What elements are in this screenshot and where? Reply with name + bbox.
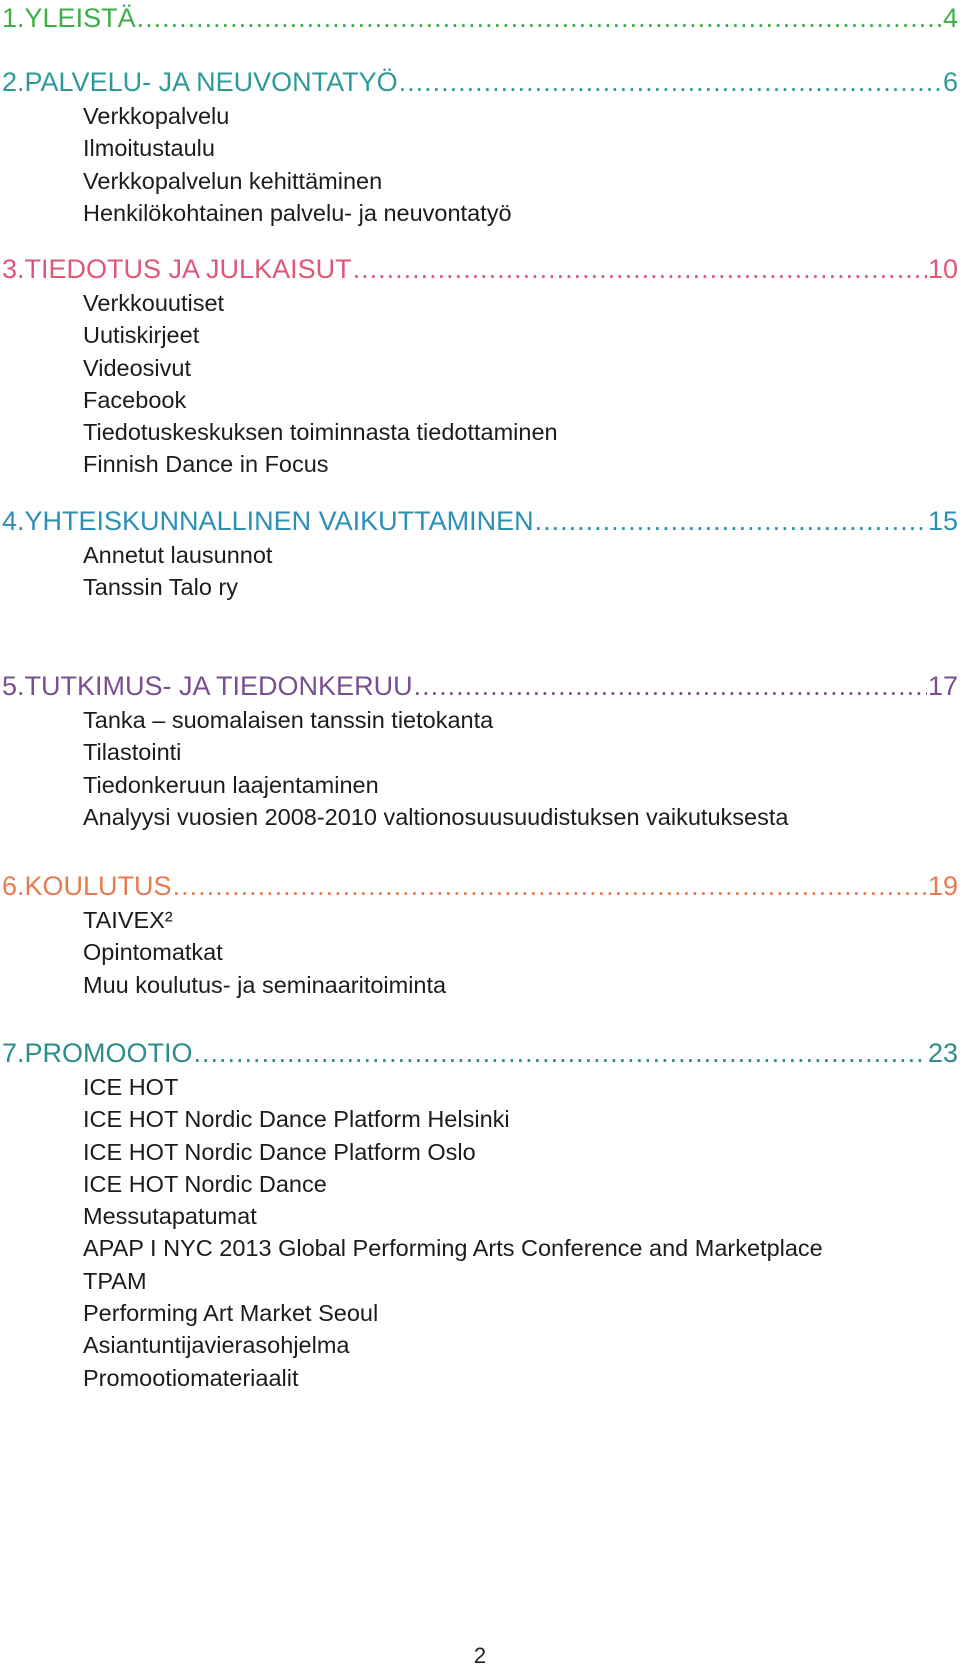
toc-heading[interactable] <box>0 251 960 287</box>
list-item: TPAM <box>83 1267 147 1294</box>
section-page-number: 17 <box>927 671 958 701</box>
list-item: Ilmoitustaulu <box>83 135 215 162</box>
section-page-number: 4 <box>942 3 958 33</box>
section-number: 5. <box>2 671 25 701</box>
toc-section-7 <box>0 1035 960 1394</box>
section-page-number: 6 <box>942 67 958 97</box>
page-number: 2 <box>473 1643 487 1668</box>
section-page-number: 19 <box>927 871 958 901</box>
list-item: Videosivut <box>83 354 191 381</box>
list-item: Opintomatkat <box>83 939 223 966</box>
toc-section-3 <box>0 251 960 481</box>
toc-heading[interactable] <box>0 868 960 904</box>
toc-heading[interactable] <box>0 668 960 704</box>
list-item: Henkilökohtainen palvelu- ja neuvontatyö <box>83 199 512 226</box>
section-title: TIEDOTUS JA JULKAISUT <box>24 254 352 284</box>
subsection-list <box>0 539 960 604</box>
toc-section-6 <box>0 868 960 1001</box>
list-item: ICE HOT <box>83 1074 179 1100</box>
list-item: Muu koulutus- ja seminaaritoiminta <box>83 971 447 998</box>
section-number: 7. <box>2 1038 25 1068</box>
section-title: PALVELU- JA NEUVONTATYÖ <box>24 67 398 97</box>
subsection-list <box>0 1071 960 1394</box>
dot-leader <box>353 251 927 287</box>
list-item: Finnish Dance in Focus <box>83 451 329 478</box>
toc-heading[interactable] <box>0 0 960 36</box>
toc-heading[interactable] <box>0 64 960 100</box>
list-item: Facebook <box>83 386 187 413</box>
list-item: Verkkopalvelu <box>83 103 230 129</box>
list-item: Tilastointi <box>83 739 182 766</box>
list-item: APAP I NYC 2013 Global Performing Arts Conference and Marketplace <box>83 1235 823 1262</box>
toc-heading[interactable] <box>0 1035 960 1071</box>
section-title: PROMOOTIO <box>24 1038 193 1068</box>
dot-leader <box>399 64 942 100</box>
section-page-number: 10 <box>927 254 958 284</box>
subsection-list <box>0 704 960 833</box>
toc-section-4 <box>0 503 960 604</box>
toc-section-5 <box>0 668 960 833</box>
dot-leader <box>173 868 927 904</box>
subsection-list <box>0 287 960 481</box>
list-item: TAIVEX² <box>83 907 173 933</box>
subsection-list <box>0 100 960 229</box>
dot-leader <box>414 668 927 704</box>
subsection-list <box>0 904 960 1001</box>
section-number: 3. <box>2 254 25 284</box>
toc-section-2 <box>0 64 960 229</box>
list-item: Analyysi vuosien 2008-2010 valtionosuusuudistuksen vaikutuksesta <box>83 803 789 830</box>
section-title: YLEISTÄ <box>24 3 136 33</box>
section-number: 2. <box>2 67 25 97</box>
dot-leader <box>137 0 942 36</box>
section-page-number: 15 <box>927 506 958 536</box>
section-title: YHTEISKUNNALLINEN VAIKUTTAMINEN <box>24 506 534 536</box>
list-item: ICE HOT Nordic Dance Platform Oslo <box>83 1138 476 1165</box>
list-item: Performing Art Market Seoul <box>83 1300 379 1327</box>
list-item: Tanka – suomalaisen tanssin tietokanta <box>83 707 494 733</box>
list-item: Tiedotuskeskuksen toiminnasta tiedottaminen <box>83 419 558 446</box>
list-item: Tiedonkeruun laajentaminen <box>83 771 379 798</box>
list-item: Promootiomateriaalit <box>83 1364 299 1391</box>
list-item: Asiantuntijavierasohjelma <box>83 1332 350 1359</box>
list-item: Uutiskirjeet <box>83 322 200 349</box>
dot-leader <box>194 1035 927 1071</box>
section-number: 6. <box>2 871 25 901</box>
dot-leader <box>535 503 927 539</box>
list-item: Verkkouutiset <box>83 290 225 316</box>
toc-section-1 <box>0 0 960 36</box>
list-item: Verkkopalvelun kehittäminen <box>83 167 383 194</box>
section-number: 4. <box>2 506 25 536</box>
toc-heading[interactable] <box>0 503 960 539</box>
section-title: KOULUTUS <box>24 871 172 901</box>
list-item: Annetut lausunnot <box>83 542 273 568</box>
list-item: ICE HOT Nordic Dance <box>83 1170 327 1197</box>
list-item: Messutapatumat <box>83 1203 257 1230</box>
section-number: 1. <box>2 3 25 33</box>
list-item: Tanssin Talo ry <box>83 574 238 601</box>
list-item: ICE HOT Nordic Dance Platform Helsinki <box>83 1106 510 1133</box>
section-title: TUTKIMUS- JA TIEDONKERUU <box>24 671 413 701</box>
section-page-number: 23 <box>927 1038 958 1068</box>
